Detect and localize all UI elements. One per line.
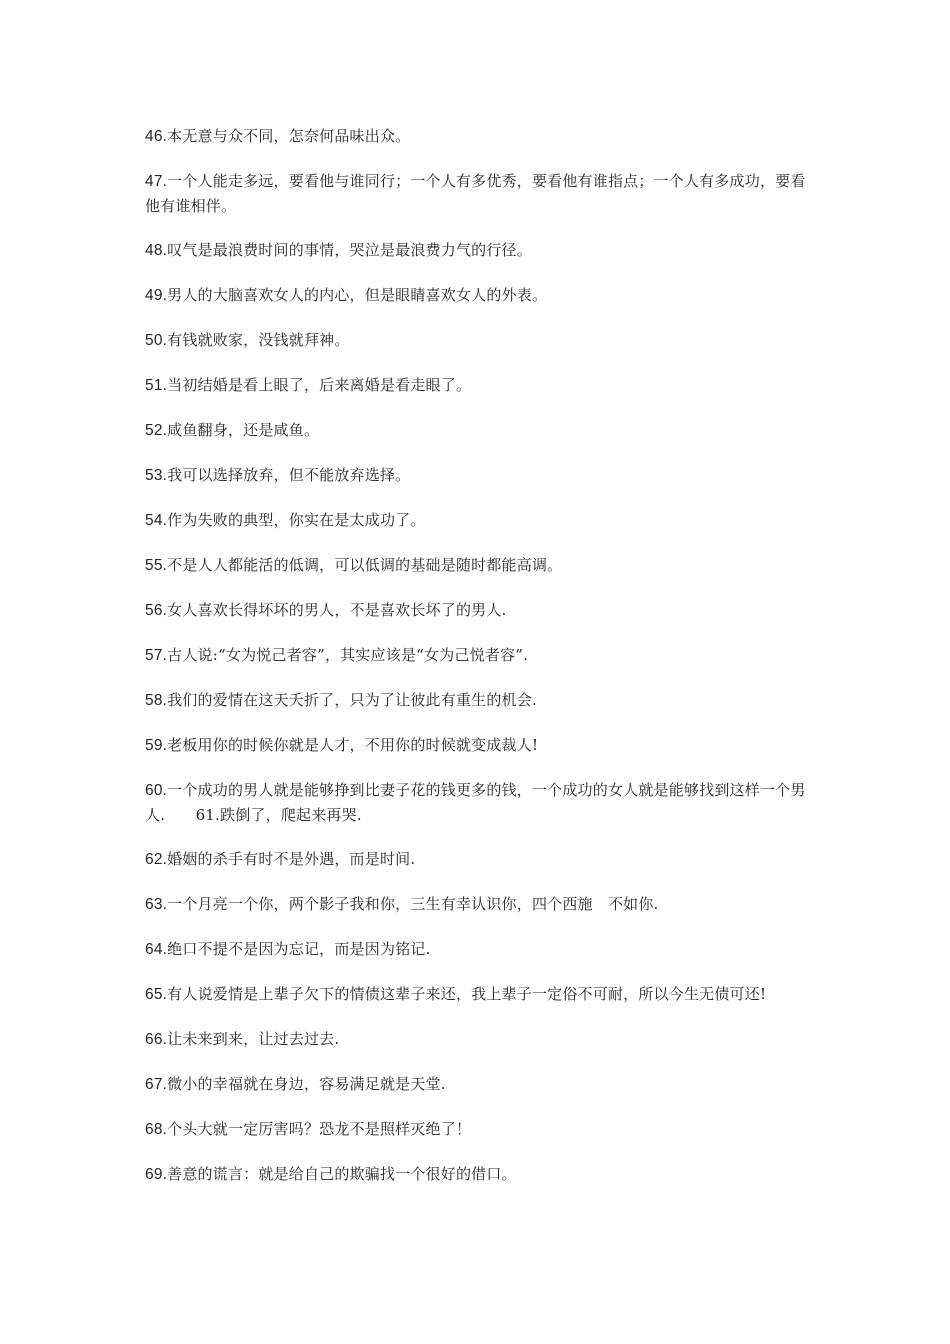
entry-49: [145, 283, 810, 308]
entry-text: 个头大就一定厉害吗？恐龙不是照样灭绝了！: [167, 1120, 472, 1138]
entry-60: [145, 778, 810, 827]
entry-number: 47.: [145, 173, 168, 190]
entry-number: 68.: [145, 1121, 168, 1138]
entry-number: 64.: [145, 941, 168, 958]
entry-text: 一个月亮一个你，两个影子我和你，三生有幸认识你，四个西施 不如你.: [167, 895, 659, 913]
entry-number: 52.: [145, 422, 168, 439]
entry-51: [145, 373, 810, 398]
entry-number: 50.: [145, 332, 168, 349]
entry-number: 67.: [145, 1076, 168, 1093]
entry-56: [145, 598, 810, 623]
entry-53: [145, 463, 810, 488]
entry-number: 65.: [145, 986, 168, 1003]
entry-46: [145, 124, 810, 149]
entry-58: [145, 688, 810, 713]
entry-63: [145, 892, 810, 917]
entry-number: 59.: [145, 737, 168, 754]
entry-text: 我们的爱情在这天夭折了，只为了让彼此有重生的机会.: [167, 691, 537, 709]
entry-52: [145, 418, 810, 443]
entry-text: 古人说:“女为悦己者容”，其实应该是“女为己悦者容”.: [167, 646, 529, 664]
entry-number: 63.: [145, 896, 168, 913]
entry-text: 当初结婚是看上眼了，后来离婚是看走眼了。: [167, 376, 472, 394]
entry-text: 善意的谎言：就是给自己的欺骗找一个很好的借口。: [167, 1165, 517, 1183]
entry-text: 让未来到来，让过去过去.: [167, 1030, 340, 1048]
entry-text: 作为失败的典型，你实在是太成功了。: [167, 511, 426, 529]
entry-text: 老板用你的时候你就是人才，不用你的时候就变成裁人!: [167, 736, 539, 754]
entry-text: 有钱就败家，没钱就拜神。: [167, 331, 350, 349]
entry-text: 本无意与众不同，怎奈何品味出众。: [167, 127, 411, 145]
entry-number: 69.: [145, 1166, 168, 1183]
document-body: [145, 124, 810, 1207]
entry-48: [145, 238, 810, 263]
entry-50: [145, 328, 810, 353]
entry-number: 54.: [145, 512, 168, 529]
entry-number: 56.: [145, 602, 168, 619]
entry-number: 49.: [145, 287, 168, 304]
entry-65: [145, 982, 810, 1007]
entry-text: 女人喜欢长得坏坏的男人，不是喜欢长坏了的男人.: [167, 601, 507, 619]
entry-68: [145, 1117, 810, 1142]
entry-number: 58.: [145, 692, 168, 709]
entry-number: 46.: [145, 128, 168, 145]
entry-text: 婚姻的杀手有时不是外遇，而是时间.: [167, 850, 416, 868]
entry-59: [145, 733, 810, 758]
entry-text: 咸鱼翻身，还是咸鱼。: [167, 421, 320, 439]
entry-number: 51.: [145, 377, 168, 394]
entry-number: 66.: [145, 1031, 168, 1048]
entry-text: 一个人能走多远，要看他与谁同行；一个人有多优秀，要看他有谁指点；一个人有多成功，要看他有谁相伴。: [145, 172, 806, 215]
entry-57: [145, 643, 810, 668]
entry-text: 男人的大脑喜欢女人的内心，但是眼睛喜欢女人的外表。: [167, 286, 548, 304]
entry-number: 53.: [145, 467, 168, 484]
entry-text: 不是人人都能活的低调，可以低调的基础是随时都能高调。: [167, 556, 563, 574]
entry-text: 绝口不提不是因为忘记，而是因为铭记.: [167, 940, 431, 958]
entry-67: [145, 1072, 810, 1097]
entry-66: [145, 1027, 810, 1052]
entry-number: 55.: [145, 557, 168, 574]
entry-64: [145, 937, 810, 962]
entry-69: [145, 1162, 810, 1187]
entry-62: [145, 847, 810, 872]
entry-55: [145, 553, 810, 578]
entry-number: 48.: [145, 242, 168, 259]
entry-text: 微小的幸福就在身边，容易满足就是天堂.: [167, 1075, 446, 1093]
entry-number: 60.: [145, 782, 168, 799]
entry-47: [145, 169, 810, 218]
entry-number: 62.: [145, 851, 168, 868]
entry-number: 57.: [145, 647, 168, 664]
entry-text: 叹气是最浪费时间的事情，哭泣是最浪费力气的行径。: [167, 241, 532, 259]
entry-text: 我可以选择放弃，但不能放弃选择。: [167, 466, 411, 484]
entry-text: 有人说爱情是上辈子欠下的情债这辈子来还，我上辈子一定俗不可耐，所以今生无债可还!: [167, 985, 767, 1003]
entry-text: 一个成功的男人就是能够挣到比妻子花的钱更多的钱，一个成功的女人就是能够找到这样一个男人. 61.跌倒了，爬起来再哭.: [145, 781, 806, 824]
entry-54: [145, 508, 810, 533]
